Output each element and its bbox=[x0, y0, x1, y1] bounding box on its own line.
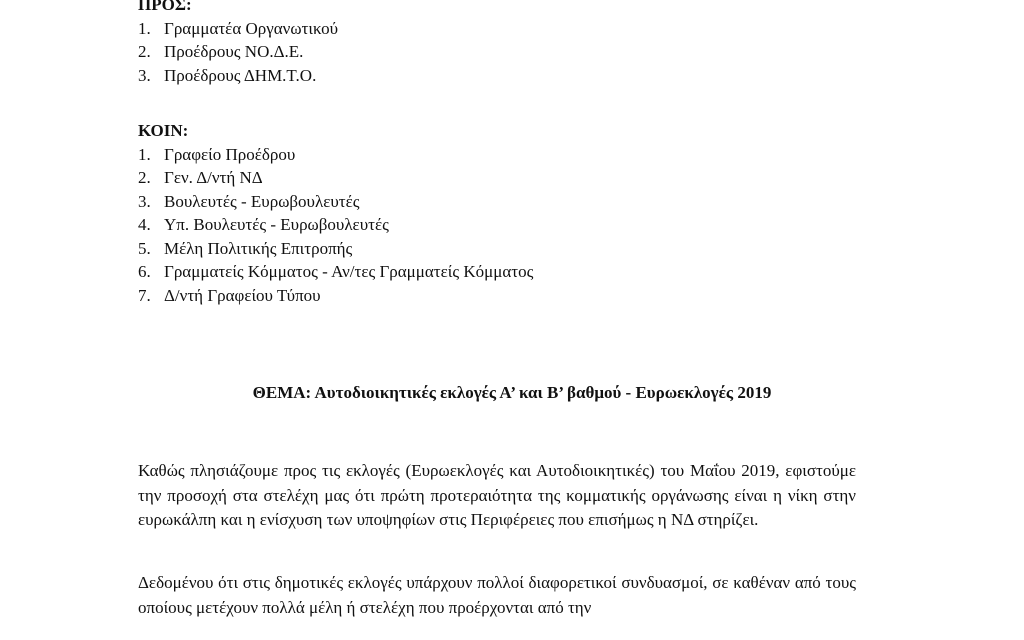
copies-heading: ΚΟΙΝ: bbox=[138, 121, 189, 140]
list-item bbox=[138, 260, 533, 284]
list-number: 1. bbox=[138, 144, 151, 164]
body-paragraph: Καθώς πλησιάζουμε προς τις εκλογές (Ευρωεκλογές και Αυτοδιοικητικές) του Μαΐου 2019, εφιστούμε την προσοχή στα στελέχη μας ότι πρώτη προτεραιότητα της κομματικής οργάνωσης είναι η νίκη στην ευρωκάλπη και η ενίσχυση των υποψηφίων στις Περιφέρειες που επισήμως η ΝΔ στηρίζει. bbox=[138, 461, 856, 529]
list-text: Γραφείο Προέδρου bbox=[164, 144, 296, 164]
list-number: 2. bbox=[138, 42, 151, 61]
list-item bbox=[138, 64, 338, 88]
list-item bbox=[138, 190, 533, 214]
list-number: 3. bbox=[138, 191, 151, 211]
list-text: Γραμματείς Κόμματος - Αν/τες Γραμματείς Κόμματος bbox=[164, 262, 534, 281]
subject-line: ΘΕΜΑ: Αυτοδιοικητικές εκλογές Α’ και Β’ βαθμού - Ευρωεκλογές 2019 bbox=[252, 383, 772, 402]
recipients-heading: ΠΡΟΣ: bbox=[138, 0, 192, 14]
list-text: Γραμματέα Οργανωτικού bbox=[164, 18, 339, 38]
recipients-list bbox=[138, 17, 338, 88]
list-text: Δ/ντή Γραφείου Τύπου bbox=[164, 285, 321, 305]
list-text: Μέλη Πολιτικής Επιτροπής bbox=[164, 238, 353, 258]
list-item bbox=[138, 213, 533, 237]
list-number: 2. bbox=[138, 168, 151, 187]
body-paragraph: Δεδομένου ότι στις δημοτικές εκλογές υπάρχουν πολλοί διαφορετικοί συνδυασμοί, σε καθέναν από τους οποίους μετέχουν πολλά μέλη ή στελέχη που προέρχονται από την bbox=[138, 573, 856, 617]
list-item bbox=[138, 284, 533, 308]
list-number: 3. bbox=[138, 65, 151, 85]
list-number: 7. bbox=[138, 285, 151, 305]
copies-block bbox=[138, 119, 533, 307]
list-number: 1. bbox=[138, 18, 151, 38]
list-text: Προέδρους ΔΗΜ.Τ.Ο. bbox=[164, 65, 317, 85]
recipients-block bbox=[138, 0, 338, 87]
list-number: 6. bbox=[138, 262, 151, 281]
list-text: Υπ. Βουλευτές - Ευρωβουλευτές bbox=[164, 215, 389, 234]
list-item bbox=[138, 166, 533, 190]
list-number: 5. bbox=[138, 238, 151, 258]
list-item bbox=[138, 17, 338, 41]
list-text: Βουλευτές - Ευρωβουλευτές bbox=[164, 191, 360, 211]
list-item bbox=[138, 40, 338, 64]
list-text: Γεν. Δ/ντή ΝΔ bbox=[164, 168, 263, 187]
list-item bbox=[138, 143, 533, 167]
list-text: Προέδρους ΝΟ.Δ.Ε. bbox=[164, 42, 304, 61]
list-item bbox=[138, 237, 533, 261]
copies-list bbox=[138, 143, 533, 308]
list-number: 4. bbox=[138, 215, 151, 234]
